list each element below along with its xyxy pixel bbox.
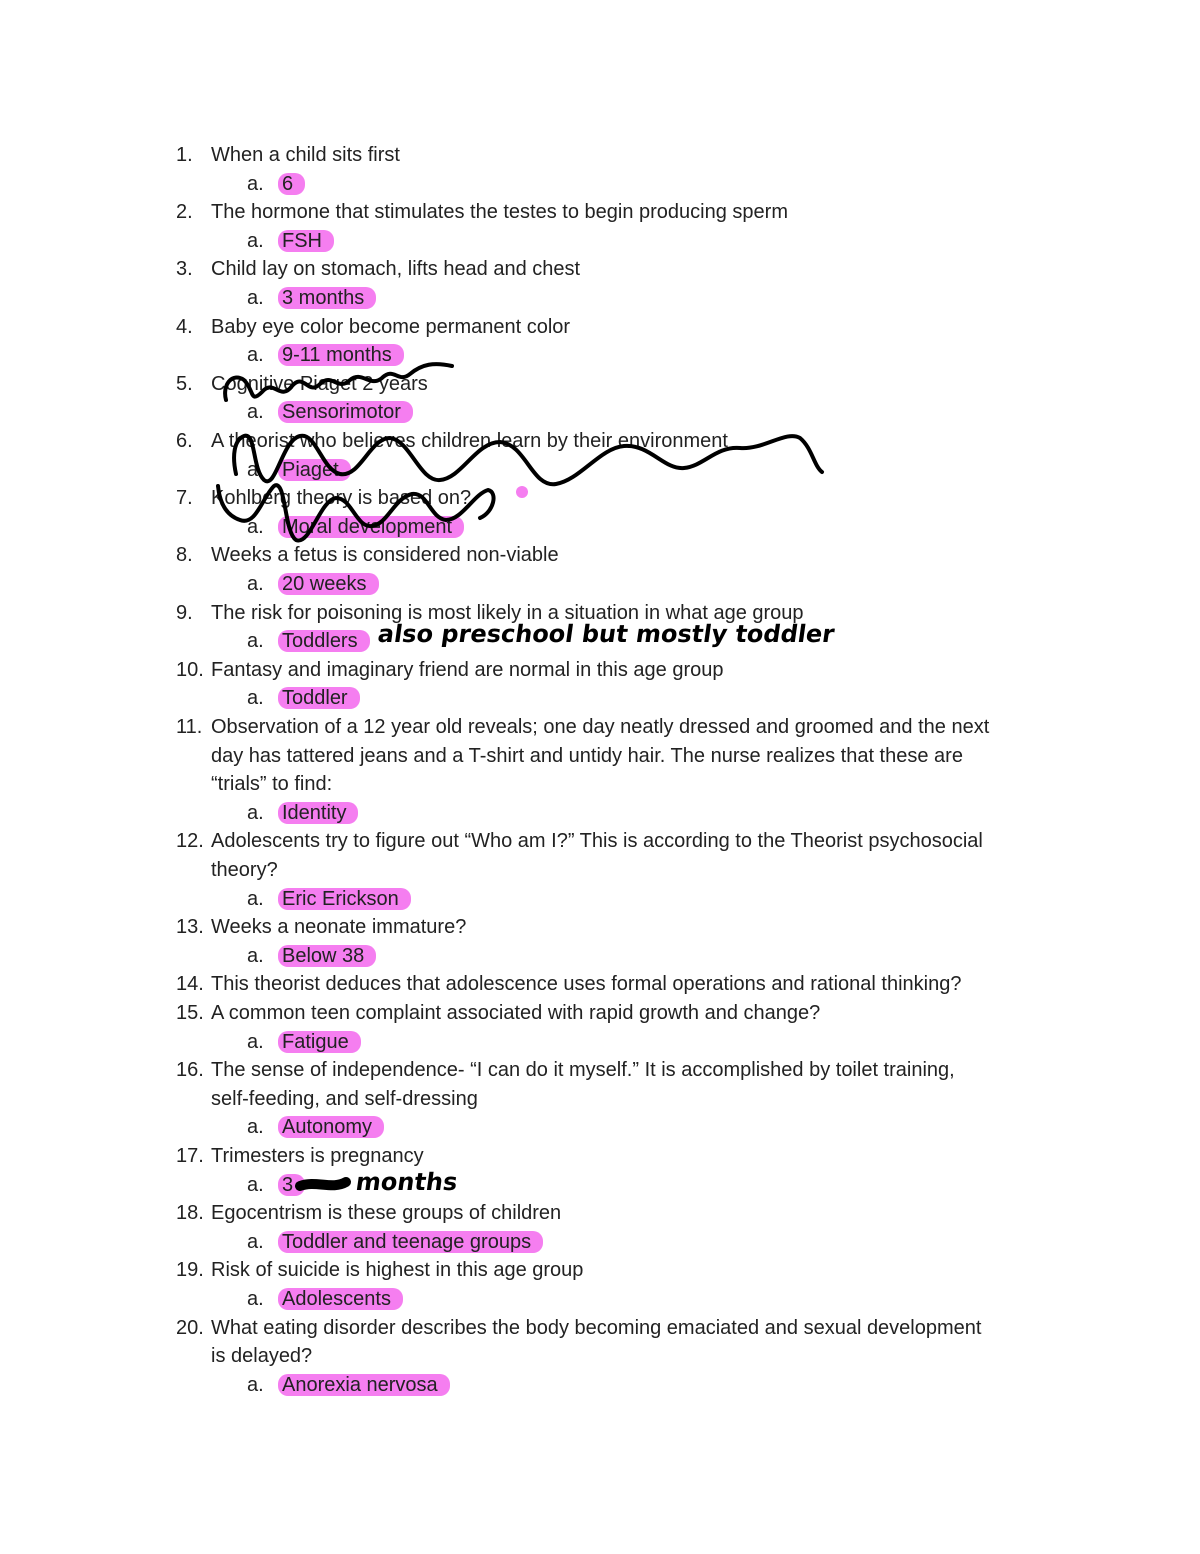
highlighted-answer: Below 38 [278,945,376,967]
question-number: 18. [176,1202,204,1225]
question-number: 8. [176,544,193,567]
answer-marker: a. [247,287,264,309]
question-text: This theorist deduces that adolescence uses formal operations and rational thinking? [211,973,962,996]
question-text: Observation of a 12 year old reveals; one day neatly dressed and groomed and the next [211,716,990,738]
answer-marker: a. [247,801,264,824]
answer-marker: a. [247,344,264,367]
question-text: The hormone that stimulates the testes to begin producing sperm [211,201,788,224]
answer-marker: a. [247,1373,264,1396]
question-text: Egocentrism is these groups of children [211,1202,562,1225]
highlighted-answer: Eric Erickson [278,888,411,910]
question-number: 15. [176,1002,204,1024]
question-number: 14. [176,973,204,996]
highlighted-answer: 20 weeks [278,573,379,595]
question-number: 5. [176,372,193,395]
question-number: 7. [176,487,193,510]
question-text: self-feeding, and self-dressing [211,1087,478,1110]
highlighted-answer: Anorexia nervosa [278,1374,450,1396]
answer-marker: a. [247,944,264,967]
highlighted-answer: Identity [278,802,358,824]
question-number: 13. [176,916,204,939]
answer-marker: a. [247,229,264,252]
question-number: 6. [176,430,193,452]
highlighted-answer: Toddler [278,687,360,709]
question-text: When a child sits first [211,144,400,166]
answer-marker: a. [247,458,264,481]
question-text: is delayed? [211,1345,313,1368]
handwritten-note-q9: also preschool but mostly toddler [376,620,837,648]
question-number: 2. [176,201,193,224]
question-number: 4. [176,315,193,338]
answer-marker: a. [247,1230,264,1253]
highlighted-answer: Autonomy [278,1116,384,1138]
question-number: 1. [176,144,193,166]
question-number: 20. [176,1316,204,1339]
highlighted-answer: 6 [278,173,305,195]
question-text: A common teen complaint associated with rapid growth and change? [211,1002,821,1024]
question-text: Baby eye color become permanent color [211,315,571,338]
answer-marker: a. [247,172,264,195]
answer-marker: a. [247,1030,264,1053]
highlighted-answer: 3 months [278,287,376,309]
question-text: Weeks a fetus is considered non-viable [211,544,559,567]
highlighted-answer: 9-11 months [278,344,404,366]
answer-marker: a. [247,401,264,424]
question-number: 11. [176,716,203,738]
answer-marker: a. [247,1116,264,1139]
highlighted-answer: Sensorimotor [278,401,413,423]
question-number: 19. [176,1259,204,1282]
highlighted-answer: Piaget [278,459,351,481]
question-number: 12. [176,830,204,853]
question-text: The risk for poisoning is most likely in a situation in what age group [211,601,804,624]
question-text: Child lay on stomach, lifts head and chest [211,258,581,281]
answer-marker: a. [247,1173,264,1196]
question-number: 17. [176,1145,204,1167]
question-text: Risk of suicide is highest in this age group [211,1259,584,1282]
highlighted-answer: Toddlers [278,630,370,652]
highlighted-answer: 3 [278,1174,305,1196]
highlighted-answer: Fatigue [278,1031,361,1053]
question-number: 16. [176,1059,204,1082]
handwritten-note-q17: months [354,1168,460,1196]
question-text: theory? [211,859,278,881]
question-text: Weeks a neonate immature? [211,916,467,939]
question-text: Trimesters is pregnancy [211,1145,424,1167]
highlighted-answer: Adolescents [278,1288,403,1310]
question-text: Kohlberg theory is based on? [211,487,472,510]
highlighted-answer: Moral development [278,516,464,538]
question-number: 3. [176,258,193,281]
question-text: “trials” to find: [211,773,333,796]
answer-marker: a. [247,887,264,910]
question-number: 10. [176,658,204,681]
question-text: A theorist who believes children learn by their environment [211,430,728,452]
answer-marker: a. [247,515,264,538]
highlighted-answer: FSH [278,230,334,252]
question-text: Cognitive Piaget 2 years [211,372,428,395]
answer-marker: a. [247,630,264,653]
question-text: Fantasy and imaginary friend are normal in this age group [211,658,724,681]
question-text: What eating disorder describes the body becoming emaciated and sexual development [211,1316,982,1339]
answer-marker: a. [247,573,264,595]
question-text: day has tattered jeans and a T-shirt and untidy hair. The nurse realizes that these are [211,744,963,767]
question-number: 9. [176,601,193,624]
question-text: Adolescents try to figure out “Who am I?” This is according to the Theorist psychosocial [211,830,983,853]
answer-marker: a. [247,1288,264,1310]
highlighted-answer: Toddler and teenage groups [278,1231,543,1253]
question-text: The sense of independence- “I can do it myself.” It is accomplished by toilet training, [211,1059,955,1082]
answer-marker: a. [247,687,264,710]
